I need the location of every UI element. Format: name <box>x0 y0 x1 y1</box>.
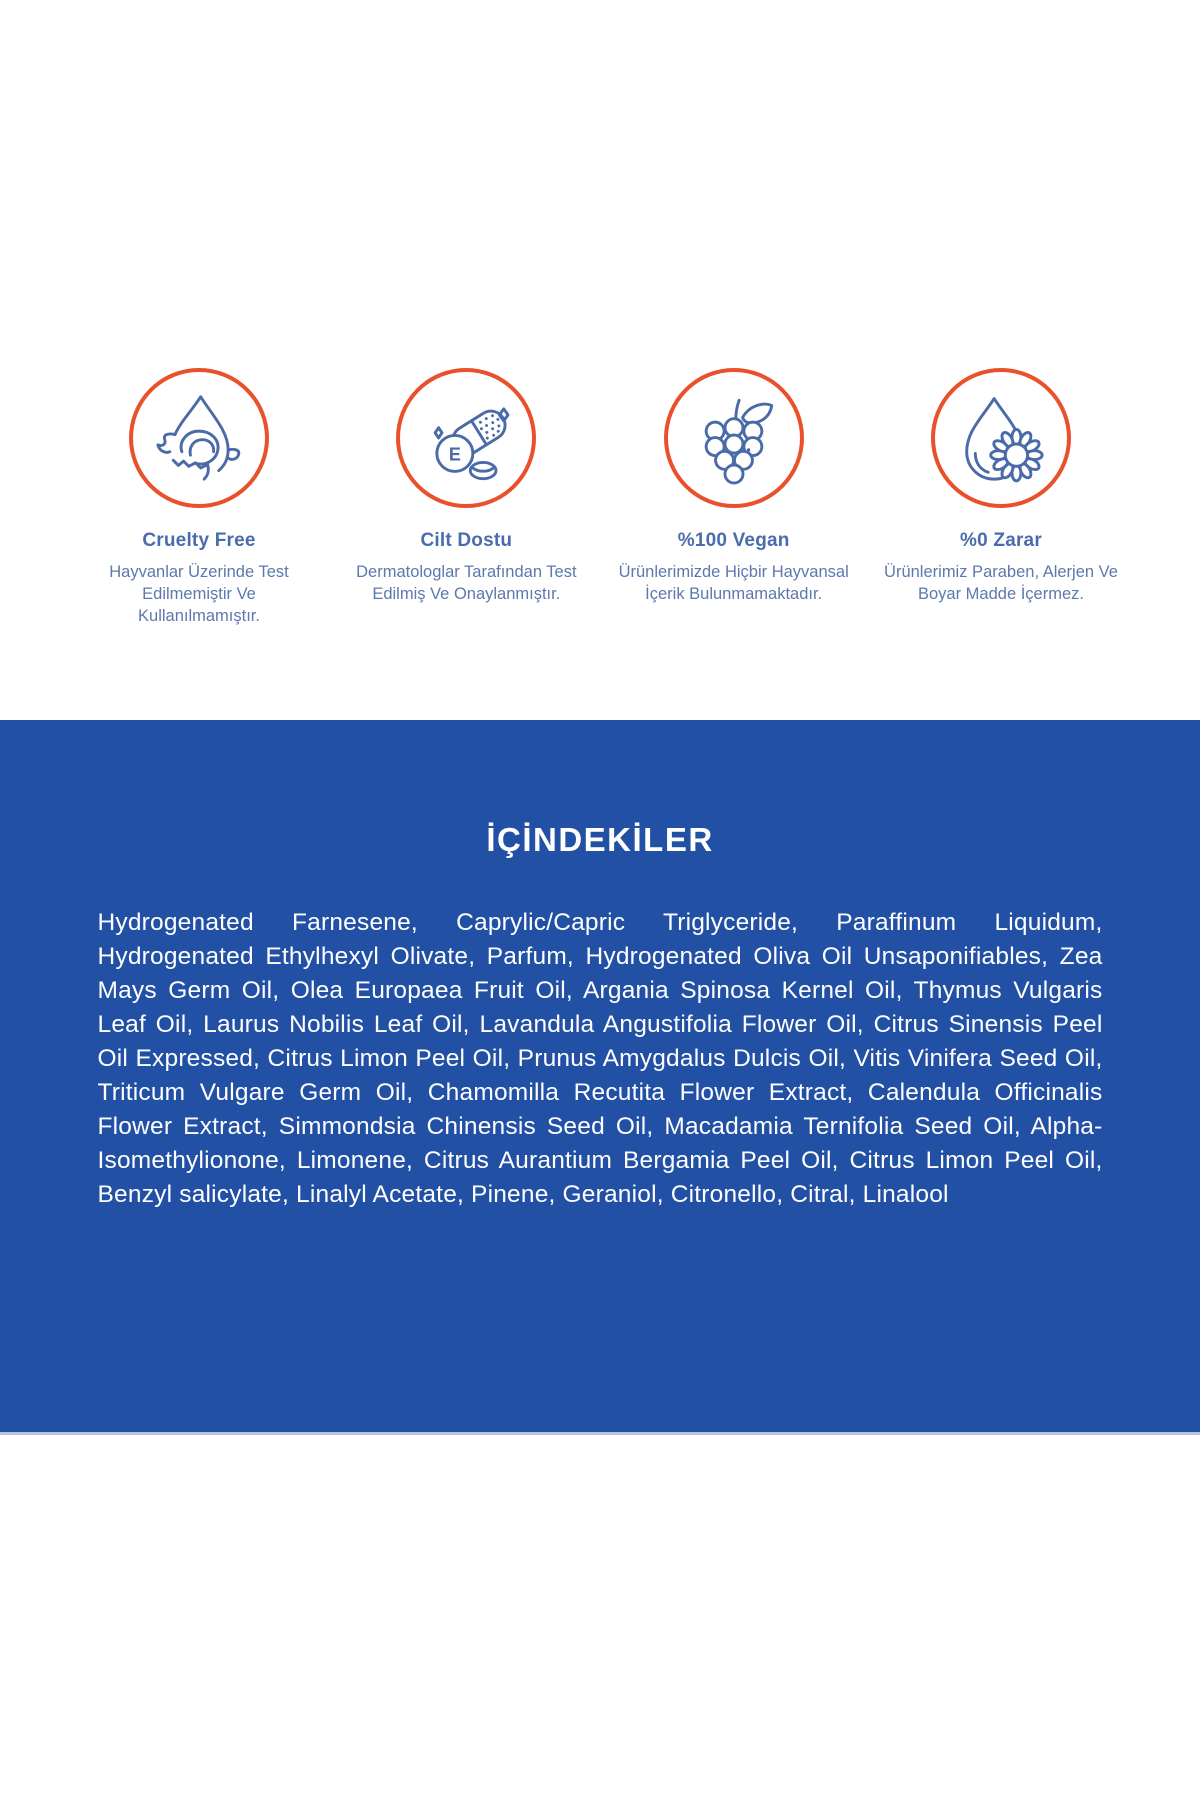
feature-description: Ürünlerimiz Paraben, Alerjen Ve Boyar Madde İçermez. <box>884 563 1118 603</box>
vitamin-capsule-icon <box>406 378 526 498</box>
feature-label: %100 Vegan <box>677 530 790 551</box>
feature-cruelty-free <box>70 368 328 627</box>
sunflower-petals <box>991 429 1042 480</box>
feature-label: Cilt Dostu <box>420 530 513 551</box>
feature-zero-harm <box>872 368 1130 627</box>
product-feature-badges <box>70 0 1130 627</box>
ingredients-list: Hydrogenated Farnesene, Caprylic/Capric Triglyceride, Paraffinum Liquidum, Hydrogenated Ethylhexyl Olivate, Parfum, Hydrogenated Oliva Oil Unsaponifiables, Zea Mays Germ Oil, Olea Europaea Fruit Oil, Argania Spinosa Kernel Oil, Thymus Vulgaris Leaf Oil, Laurus Nobilis Leaf Oil, Lavandula Angustifolia Flower Oil, Citrus Sinensis Peel Oil Expressed, Citrus Limon Peel Oil, Prunus Amygdalus Dulcis Oil, Vitis Vinifera Seed Oil, Triticum Vulgare Germ Oil, Chamomilla Recutita Flower Extract, Calendula Officinalis Flower Extract, Simmondsia Chinensis Seed Oil, Macadamia Ternifolia Seed Oil, Alpha-Isomethylionone, Limonene, Citrus Aurantium Bergamia Peel Oil, Citrus Limon Peel Oil, Benzyl salicylate, Linalyl Acetate, Pinene, Geraniol, Citronello, Citral, Linalool <box>97 909 1103 1208</box>
feature-description: Hayvanlar Üzerinde Test Edilmemiştir Ve Kullanılmamıştır. <box>109 563 289 625</box>
feature-label: %0 Zarar <box>960 530 1042 551</box>
feature-description: Dermatologlar Tarafından Test Edilmiş Ve Onaylanmıştır. <box>356 563 577 603</box>
feature-label: Cruelty Free <box>142 530 256 551</box>
feature-icon-ring <box>129 368 269 508</box>
vitamin-e-letter: E <box>449 444 462 465</box>
feature-icon-ring <box>664 368 804 508</box>
ingredients-title: İÇİNDEKİLER <box>486 821 714 858</box>
ingredients-section <box>0 720 1200 1435</box>
cruelty-free-rabbit-droplet-icon <box>139 378 259 498</box>
feature-cilt-dostu <box>337 368 595 627</box>
feature-vegan <box>605 368 863 627</box>
droplet-sunflower-icon <box>941 378 1061 498</box>
feature-icon-ring <box>396 368 536 508</box>
feature-icon-ring <box>931 368 1071 508</box>
grapes-icon <box>674 378 794 498</box>
feature-description: Ürünlerimizde Hiçbir Hayvansal İçerik Bulunmamaktadır. <box>618 563 849 603</box>
